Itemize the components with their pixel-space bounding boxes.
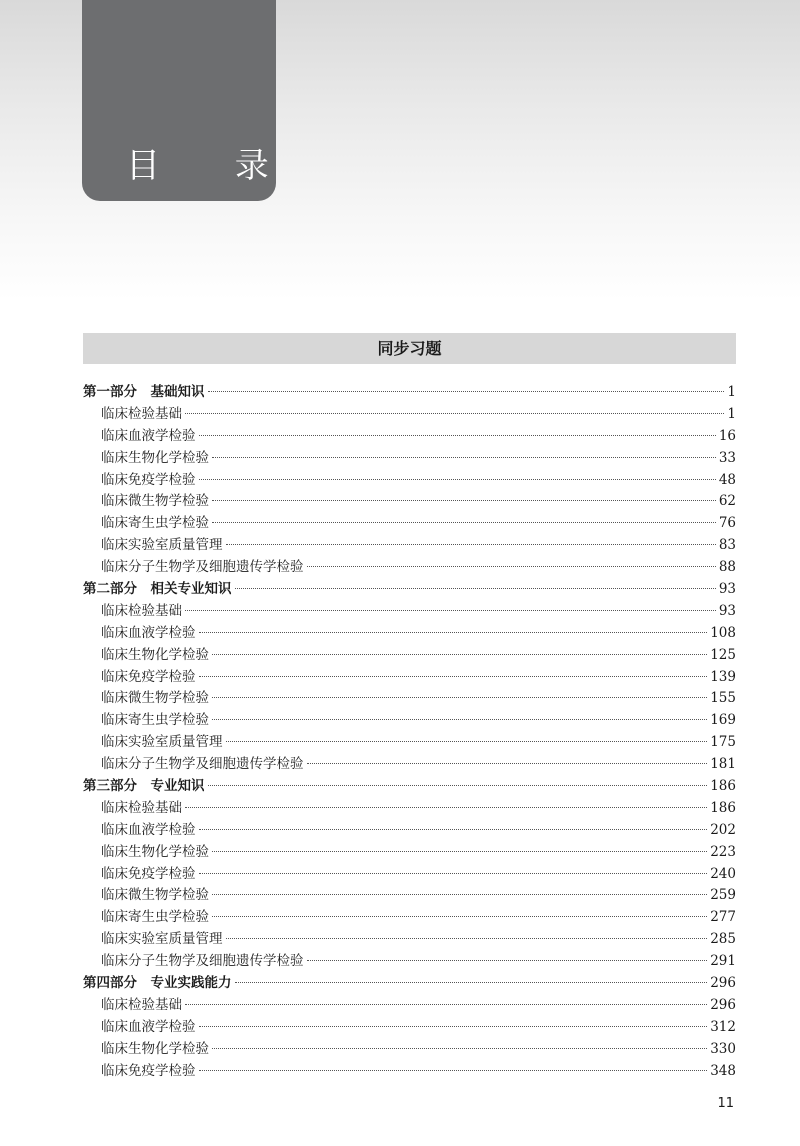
toc-entry-page: 181 — [710, 756, 736, 773]
toc-entry-page: 240 — [710, 865, 736, 882]
toc-entry-page: 175 — [710, 734, 736, 751]
toc-entry-page: 186 — [710, 778, 736, 795]
toc-entry[interactable] — [83, 929, 736, 951]
toc-part-entry[interactable] — [83, 776, 736, 798]
toc-entry-label: 第三部分 专业知识 — [83, 778, 205, 795]
toc-entry[interactable] — [83, 667, 736, 689]
toc-entry-label: 临床生物化学检验 — [101, 843, 209, 860]
toc-entry-label: 临床寄生虫学检验 — [101, 712, 209, 729]
toc-entry-page: 76 — [718, 515, 736, 532]
toc-dot-leader — [208, 785, 708, 786]
toc-dot-leader — [199, 873, 708, 874]
toc-dot-leader — [212, 697, 707, 698]
toc-entry-page: 1 — [727, 384, 736, 400]
toc-entry-label: 临床检验基础 — [101, 602, 182, 619]
section-title: 同步习题 — [377, 339, 442, 358]
toc-entry-page: 296 — [710, 975, 736, 992]
toc-entry-page: 48 — [718, 471, 736, 488]
toc-entry-label: 临床免疫学检验 — [101, 471, 196, 488]
toc-entry[interactable] — [83, 688, 736, 710]
toc-dot-leader — [185, 807, 707, 808]
toc-entry-label: 临床血液学检验 — [101, 427, 196, 444]
toc-entry-page: 186 — [710, 799, 736, 816]
toc-entry-label: 临床检验基础 — [101, 405, 182, 422]
toc-entry-label: 临床检验基础 — [101, 996, 182, 1013]
toc-entry-label: 临床生物化学检验 — [101, 646, 209, 663]
toc-entry-label: 第二部分 相关专业知识 — [83, 581, 232, 598]
toc-dot-leader — [212, 654, 707, 655]
toc-dot-leader — [212, 1048, 707, 1049]
toc-entry[interactable] — [83, 820, 736, 842]
toc-entry-page: 93 — [718, 581, 736, 598]
toc-entry-page: 330 — [710, 1040, 736, 1057]
toc-entry[interactable] — [83, 535, 736, 557]
toc-dot-leader — [212, 522, 716, 523]
toc-dot-leader — [307, 763, 708, 764]
toc-dot-leader — [226, 938, 708, 939]
toc-dot-leader — [235, 588, 716, 589]
toc-entry-label: 临床血液学检验 — [101, 1018, 196, 1035]
toc-entry-label: 临床免疫学检验 — [101, 668, 196, 685]
toc-entry-label: 临床生物化学检验 — [101, 449, 209, 466]
toc-entry[interactable] — [83, 885, 736, 907]
toc-entry-page: 83 — [718, 537, 736, 554]
toc-entry[interactable] — [83, 1039, 736, 1061]
toc-entry-page: 169 — [710, 712, 736, 729]
toc-entry-label: 临床实验室质量管理 — [101, 931, 223, 948]
toc-dot-leader — [226, 544, 716, 545]
toc-entry-page: 62 — [718, 493, 736, 510]
toc-dot-leader — [199, 676, 708, 677]
toc-entry-page: 223 — [710, 843, 736, 860]
toc-entry[interactable] — [83, 623, 736, 645]
toc-dot-leader — [199, 1026, 708, 1027]
toc-dot-leader — [307, 960, 708, 961]
toc-entry-page: 277 — [710, 909, 736, 926]
toc-dot-leader — [212, 851, 707, 852]
toc-entry-page: 33 — [718, 449, 736, 466]
toc-entry-label: 临床分子生物学及细胞遗传学检验 — [101, 953, 304, 970]
toc-entry[interactable] — [83, 710, 736, 732]
toc-entry-label: 临床分子生物学及细胞遗传学检验 — [101, 559, 304, 576]
toc-entry[interactable] — [83, 907, 736, 929]
toc-entry[interactable] — [83, 995, 736, 1017]
toc-part-entry[interactable] — [83, 973, 736, 995]
toc-entry-label: 临床微生物学检验 — [101, 690, 209, 707]
toc-entry-label: 临床免疫学检验 — [101, 865, 196, 882]
toc-entry-label: 临床血液学检验 — [101, 821, 196, 838]
toc-part-entry[interactable] — [83, 382, 736, 404]
toc-entry[interactable] — [83, 1061, 736, 1083]
toc-entry-page: 139 — [710, 668, 736, 685]
toc-dot-leader — [199, 479, 716, 480]
toc-dot-leader — [185, 1004, 707, 1005]
toc-entry-page: 291 — [710, 953, 736, 970]
toc-dot-leader — [212, 457, 716, 458]
toc-entry[interactable] — [83, 601, 736, 623]
toc-entry-page: 348 — [710, 1062, 736, 1079]
toc-entry-label: 临床寄生虫学检验 — [101, 515, 209, 532]
toc-dot-leader — [307, 566, 716, 567]
toc-entry[interactable] — [83, 513, 736, 535]
toc-entry-page: 125 — [710, 646, 736, 663]
toc-dot-leader — [199, 632, 708, 633]
toc-entry-label: 临床分子生物学及细胞遗传学检验 — [101, 756, 304, 773]
toc-entry[interactable] — [83, 754, 736, 776]
toc-dot-leader — [235, 982, 708, 983]
toc-dot-leader — [199, 435, 716, 436]
page-title: 目 录 — [126, 146, 301, 186]
toc-entry-page: 108 — [710, 624, 736, 641]
toc-entry[interactable] — [83, 798, 736, 820]
toc-entry-label: 临床检验基础 — [101, 799, 182, 816]
toc-entry[interactable] — [83, 491, 736, 513]
toc-part-entry[interactable] — [83, 579, 736, 601]
toc-entry-label: 临床免疫学检验 — [101, 1062, 196, 1079]
toc-entry-label: 临床实验室质量管理 — [101, 537, 223, 554]
section-header-band — [83, 333, 736, 364]
toc-dot-leader — [208, 391, 725, 392]
toc-entry-label: 临床微生物学检验 — [101, 493, 209, 510]
toc-entry[interactable] — [83, 951, 736, 973]
toc-entry-page: 202 — [710, 821, 736, 838]
toc-entry[interactable] — [83, 645, 736, 667]
toc-entry-label: 临床微生物学检验 — [101, 887, 209, 904]
toc-dot-leader — [212, 719, 707, 720]
toc-dot-leader — [199, 829, 708, 830]
toc-entry-label: 第四部分 专业实践能力 — [83, 975, 232, 992]
toc-entry-page: 16 — [718, 427, 736, 444]
toc-entry[interactable] — [83, 1017, 736, 1039]
toc-entry-page: 88 — [718, 559, 736, 576]
table-of-contents — [83, 382, 736, 1083]
page-number: 11 — [717, 1096, 734, 1111]
toc-dot-leader — [212, 500, 716, 501]
toc-dot-leader — [185, 413, 724, 414]
toc-dot-leader — [212, 894, 707, 895]
toc-dot-leader — [185, 610, 716, 611]
toc-entry-page: 285 — [710, 931, 736, 948]
toc-entry-label: 临床实验室质量管理 — [101, 734, 223, 751]
toc-entry-page: 93 — [718, 602, 736, 619]
toc-entry-label: 临床血液学检验 — [101, 624, 196, 641]
toc-dot-leader — [199, 1070, 708, 1071]
toc-entry-label: 临床寄生虫学检验 — [101, 909, 209, 926]
toc-entry[interactable] — [83, 470, 736, 492]
toc-entry-label: 第一部分 基础知识 — [83, 384, 205, 400]
toc-dot-leader — [226, 741, 708, 742]
toc-entry[interactable] — [83, 404, 736, 426]
toc-entry-page: 259 — [710, 887, 736, 904]
toc-entry-page: 296 — [710, 996, 736, 1013]
toc-entry-label: 临床生物化学检验 — [101, 1040, 209, 1057]
toc-dot-leader — [212, 916, 707, 917]
toc-entry-page: 312 — [710, 1018, 736, 1035]
toc-entry[interactable] — [83, 842, 736, 864]
toc-entry[interactable] — [83, 557, 736, 579]
toc-entry-page: 1 — [727, 405, 736, 422]
toc-entry[interactable] — [83, 426, 736, 448]
toc-entry[interactable] — [83, 864, 736, 886]
toc-entry[interactable] — [83, 732, 736, 754]
toc-entry[interactable] — [83, 448, 736, 470]
toc-entry-page: 155 — [710, 690, 736, 707]
